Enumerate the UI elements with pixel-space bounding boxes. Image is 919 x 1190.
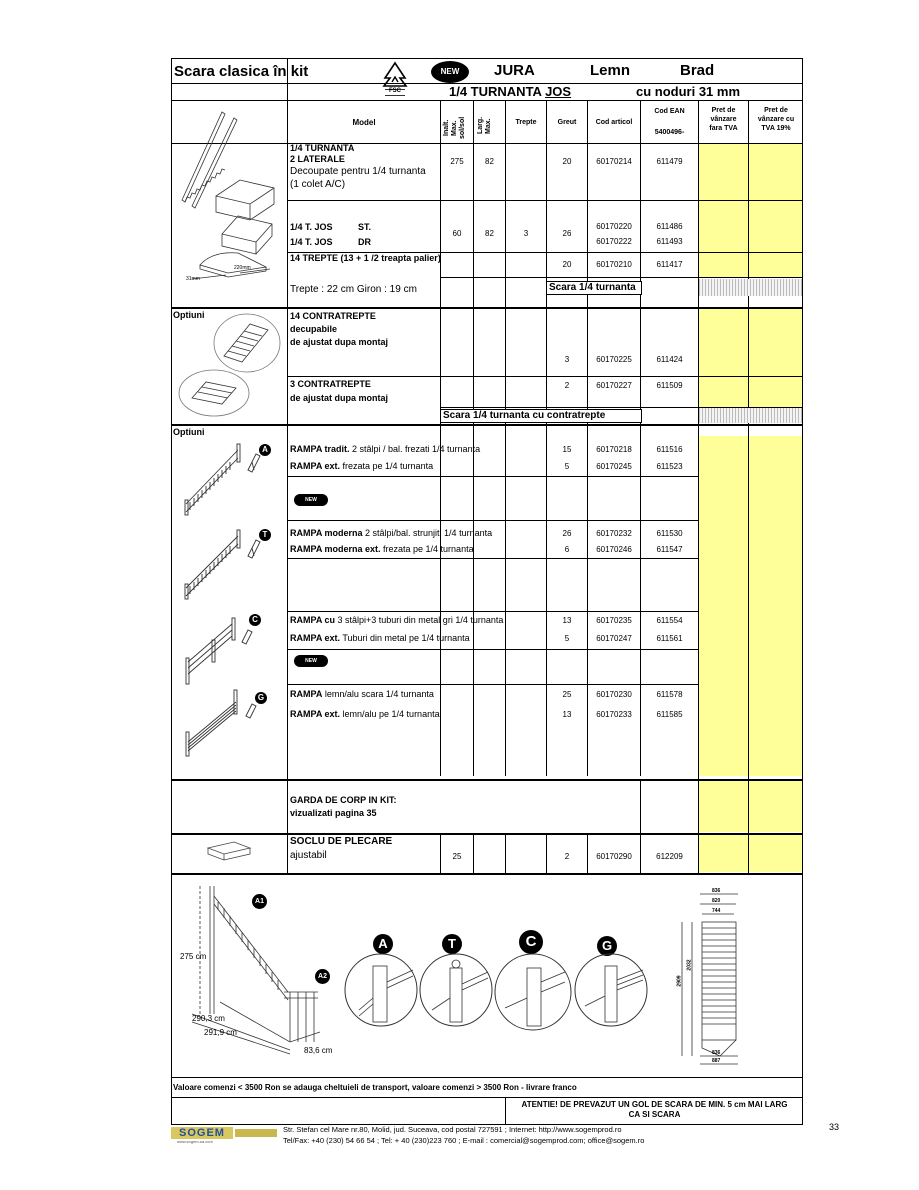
ramp-a-c1: 60170218 bbox=[596, 445, 632, 454]
soclu-cod: 60170290 bbox=[596, 852, 632, 861]
ramp-t-line2 bbox=[290, 544, 474, 555]
ramp-g-line1 bbox=[290, 689, 434, 700]
ramp-t-c1: 60170232 bbox=[596, 529, 632, 538]
detail-badge-g: G bbox=[597, 936, 617, 956]
ramp-t-g2: 6 bbox=[564, 545, 570, 554]
subtitle-jos: JOS bbox=[545, 84, 572, 99]
ramp-a-g2: 5 bbox=[564, 462, 570, 471]
ramp-c-c2: 60170247 bbox=[596, 634, 632, 643]
col-cod-articol: Cod articol bbox=[595, 119, 633, 126]
ramp-a-c2: 60170245 bbox=[596, 462, 632, 471]
ramp-c-l2: Tuburi din metal pe 1/4 turnanta bbox=[340, 633, 470, 643]
garda-line1: GARDA DE CORP IN KIT: bbox=[290, 795, 397, 805]
ramp-t-g1: 26 bbox=[562, 529, 572, 538]
s1r1-line2: 2 LATERALE bbox=[290, 154, 345, 164]
company-name: SOGEM bbox=[171, 1127, 233, 1139]
ramp-c-e2: 611561 bbox=[656, 634, 683, 643]
ramp-g-l2b: RAMPA ext. bbox=[290, 709, 341, 719]
ramp-a-e2: 611523 bbox=[656, 462, 683, 471]
soclu-inalt: 25 bbox=[452, 852, 462, 861]
s1r1-line3: Decoupate pentru 1/4 turnanta bbox=[290, 166, 426, 177]
ramp-g-g2: 13 bbox=[562, 710, 572, 719]
pc3: TVA 19% bbox=[761, 125, 791, 132]
company-sub: www.sogem-sa.com bbox=[177, 1139, 213, 1144]
plan-744: 744 bbox=[712, 908, 721, 914]
detail-t-drawing bbox=[418, 952, 494, 1028]
s1r3-label: 14 TREPTE (13 + 1 /2 treapta palier) bbox=[290, 253, 441, 263]
s1r1-greut: 20 bbox=[562, 157, 572, 166]
soclu-line1: SOCLU DE PLECARE bbox=[290, 836, 393, 847]
dim-l3: 83,6 cm bbox=[304, 1046, 333, 1055]
ramp-c-drawing bbox=[182, 612, 262, 686]
ramp-t-l2b: RAMPA moderna ext. bbox=[290, 544, 381, 554]
kit-label-1: Scara 1/4 turnanta bbox=[546, 281, 642, 295]
page-title: Scara clasica în kit bbox=[174, 63, 309, 80]
detail-badge-a: A bbox=[373, 934, 393, 954]
s2r1-line1: 14 CONTRATREPTE bbox=[290, 311, 376, 321]
new-pill-2: NEW bbox=[294, 655, 328, 667]
col-ean-prefix: 5400496- bbox=[654, 129, 685, 136]
ramp-g-e1: 611578 bbox=[656, 690, 683, 699]
s1r2-ean-b: 611493 bbox=[656, 237, 683, 246]
step-depth-label: 31mm bbox=[186, 276, 200, 282]
pc1: Pret de bbox=[764, 107, 788, 114]
soclu-line2: ajustabil bbox=[290, 850, 327, 861]
s1r1-larg: 82 bbox=[485, 157, 494, 166]
ramp-t-e1: 611530 bbox=[656, 529, 683, 538]
s2r1-cod: 60170225 bbox=[596, 355, 632, 364]
s2r2-ean: 611509 bbox=[656, 381, 683, 390]
kit-label-2: Scara 1/4 turnanta cu contratrepte bbox=[440, 409, 642, 423]
col-trepte: Trepte bbox=[515, 119, 537, 126]
product-name: JURA bbox=[494, 62, 535, 79]
options-label-2: Optiuni bbox=[173, 427, 205, 437]
ramp-t-drawing bbox=[182, 526, 272, 600]
ramp-g-line2 bbox=[290, 709, 440, 720]
ramp-c-g2: 5 bbox=[564, 634, 570, 643]
subtitle bbox=[449, 84, 571, 99]
ramp-g-e2: 611585 bbox=[656, 710, 683, 719]
dim-l1: 290,3 cm bbox=[192, 1014, 225, 1023]
pc2: vânzare cu bbox=[757, 116, 795, 123]
wood-type: Brad bbox=[680, 62, 715, 79]
garda-line2: vizualizati pagina 35 bbox=[290, 808, 377, 818]
risers-drawing-2 bbox=[176, 368, 252, 418]
ramp-a-l1b: RAMPA tradit. bbox=[290, 444, 350, 454]
col-solsol: sol/sol bbox=[459, 116, 466, 139]
detail-badge-c: C bbox=[519, 930, 543, 954]
plan-836: 836 bbox=[712, 888, 721, 894]
s1r2-inalt: 60 bbox=[452, 229, 462, 238]
badge-t: T bbox=[259, 529, 271, 541]
s1r1-ean: 611479 bbox=[656, 157, 683, 166]
atentie-line2: CA SI SCARA bbox=[628, 1110, 681, 1119]
page-number: 33 bbox=[829, 1122, 840, 1132]
ramp-c-l1b: RAMPA cu bbox=[290, 615, 335, 625]
s1r1-cod: 60170214 bbox=[596, 157, 632, 166]
col-larg: Larg. bbox=[477, 116, 484, 134]
col-model: Model bbox=[352, 118, 376, 127]
s1r2-a-side: ST. bbox=[358, 222, 372, 232]
step-width-label: 220mm bbox=[234, 265, 251, 271]
s1r3-greut: 20 bbox=[562, 260, 572, 269]
detail-badge-t: T bbox=[442, 934, 462, 954]
s1r1-line1: 1/4 TURNANTA bbox=[290, 143, 355, 153]
badge-c: C bbox=[249, 614, 261, 626]
col-pret-cu bbox=[749, 106, 803, 133]
s2r1-greut: 3 bbox=[564, 355, 570, 364]
ramp-g-drawing bbox=[182, 686, 266, 760]
ramp-c-c1: 60170235 bbox=[596, 616, 632, 625]
col-max2: Max. bbox=[485, 118, 492, 134]
pf3: fara TVA bbox=[709, 125, 738, 132]
s1r3-ean: 611417 bbox=[656, 260, 683, 269]
ramp-g-g1: 25 bbox=[562, 690, 572, 699]
ramp-g-l2: lemn/alu pe 1/4 turnanta bbox=[340, 709, 440, 719]
pf1: Pret de bbox=[711, 107, 736, 114]
ramp-c-e1: 611554 bbox=[656, 616, 683, 625]
ramp-c-g1: 13 bbox=[562, 616, 572, 625]
ramp-a-e1: 611516 bbox=[656, 445, 683, 454]
ramp-t-line1 bbox=[290, 528, 492, 539]
ramp-t-c2: 60170246 bbox=[596, 545, 632, 554]
badge-a: A bbox=[259, 444, 271, 456]
s1r2-a-name: 1/4 T. JOS bbox=[290, 222, 333, 232]
ramp-g-l1b: RAMPA bbox=[290, 689, 323, 699]
ramp-a-line1 bbox=[290, 444, 480, 455]
detail-a-drawing bbox=[343, 952, 419, 1028]
s2r2-line1: 3 CONTRATREPTE bbox=[290, 379, 371, 389]
s1r2-b-side: DR bbox=[358, 237, 371, 247]
sogem-logo bbox=[171, 1127, 279, 1145]
ramp-t-e2: 611547 bbox=[656, 545, 683, 554]
s1r2-cod-b: 60170222 bbox=[596, 237, 632, 246]
s1r2-ean-a: 611486 bbox=[656, 222, 683, 231]
col-max1: Max. bbox=[451, 120, 458, 136]
detail-c-drawing bbox=[493, 952, 573, 1032]
s1r1-inalt: 275 bbox=[450, 157, 464, 166]
options-label-1: Optiuni bbox=[173, 310, 205, 320]
plan-2032: 2032 bbox=[686, 959, 693, 971]
s1r3-cod: 60170210 bbox=[596, 260, 632, 269]
s1r2-cod-a: 60170220 bbox=[596, 222, 632, 231]
plan-2909: 2909 bbox=[676, 975, 683, 987]
badge-a2: A2 bbox=[315, 969, 330, 984]
col-pret-fara bbox=[699, 106, 748, 133]
atentie-note bbox=[506, 1100, 803, 1120]
ramp-a-l2b: RAMPA ext. bbox=[290, 461, 341, 471]
dim-height: 275 cm bbox=[180, 952, 207, 961]
fsc-logo bbox=[380, 60, 410, 98]
pf2: vânzare bbox=[710, 116, 737, 123]
ramp-a-l2: frezata pe 1/4 turnanta bbox=[340, 461, 434, 471]
stair-step-drawing bbox=[186, 243, 276, 285]
dim-l2: 291,9 cm bbox=[204, 1028, 237, 1037]
soclu-greut: 2 bbox=[564, 852, 570, 861]
badge-a1: A1 bbox=[252, 894, 267, 909]
plan-820: 820 bbox=[712, 898, 721, 904]
ramp-t-l1b: RAMPA moderna bbox=[290, 528, 363, 538]
material: Lemn bbox=[590, 62, 631, 79]
s1r1-line4: (1 colet A/C) bbox=[290, 179, 346, 190]
risers-drawing-1 bbox=[210, 312, 284, 374]
ramp-c-line1 bbox=[290, 615, 503, 626]
ramp-a-drawing bbox=[182, 440, 272, 516]
soclu-ean: 612209 bbox=[656, 852, 683, 861]
ramp-g-c2: 60170233 bbox=[596, 710, 632, 719]
company-address: Str. Stefan cel Mare nr.80, Molid, jud. Suceava, cod postal 727591 ; Internet: http://www.sogemprod.ro bbox=[283, 1125, 622, 1134]
knots-note: cu noduri 31 mm bbox=[636, 84, 741, 99]
subtitle-prefix: 1/4 TURNANTA bbox=[449, 84, 542, 99]
transport-note: Valoare comenzi < 3500 Ron se adauga cheltuieli de transport, valoare comenzi > 3500 Ron - livrare franco bbox=[173, 1083, 577, 1092]
s2r1-line3: de ajustat dupa montaj bbox=[290, 337, 389, 347]
s2r1-line2: decupabile bbox=[290, 324, 338, 334]
col-inalt: Inalt. bbox=[443, 119, 450, 136]
ramp-g-c1: 60170230 bbox=[596, 690, 632, 699]
new-badge: NEW bbox=[431, 61, 469, 83]
s2r2-cod: 60170227 bbox=[596, 381, 632, 390]
atentie-line1: ATENTIE! DE PREVAZUT UN GOL DE SCARA DE MIN. 5 cm MAI LARG bbox=[521, 1100, 788, 1109]
ramp-t-l1: 2 stâlpi/bal. strunjiti 1/4 turnanta bbox=[362, 528, 493, 538]
company-contact: Tel/Fax: +40 (230) 54 66 54 ; Tel: + 40 (230)223 760 ; E-mail : comercial@sogemprod.com; office@sogem.ro bbox=[283, 1136, 645, 1145]
s2r1-ean: 611424 bbox=[656, 355, 683, 364]
ramp-c-l1: 3 stâlpi+3 tuburi din metal gri 1/4 turnanta bbox=[335, 615, 504, 625]
detail-g-drawing bbox=[573, 952, 649, 1028]
s1r2-greut: 26 bbox=[562, 229, 572, 238]
plan-836b: 836 bbox=[712, 1050, 721, 1056]
stair-plan-drawing bbox=[676, 886, 750, 1066]
badge-g: G bbox=[255, 692, 267, 704]
new-pill-1: NEW bbox=[294, 494, 328, 506]
plan-887: 887 bbox=[712, 1058, 721, 1064]
s1r4-label: Trepte : 22 cm Giron : 19 cm bbox=[290, 284, 417, 295]
col-greut: Greut bbox=[557, 119, 577, 126]
s1r2-larg: 82 bbox=[485, 229, 494, 238]
ramp-a-line2 bbox=[290, 461, 433, 472]
s1r2-b-name: 1/4 T. JOS bbox=[290, 237, 333, 247]
ramp-t-l2: frezata pe 1/4 turnanta bbox=[380, 544, 474, 554]
s1r2-trepte: 3 bbox=[523, 229, 529, 238]
ramp-c-line2 bbox=[290, 633, 470, 644]
soclu-drawing bbox=[204, 838, 254, 864]
ramp-a-g1: 15 bbox=[562, 445, 572, 454]
s2r2-greut: 2 bbox=[564, 381, 570, 390]
s2r2-line2: de ajustat dupa montaj bbox=[290, 393, 389, 403]
col-cod-ean: Cod EAN bbox=[654, 108, 685, 115]
ramp-g-l1: lemn/alu scara 1/4 turnanta bbox=[322, 689, 434, 699]
ramp-c-l2b: RAMPA ext. bbox=[290, 633, 341, 643]
ramp-a-l1: 2 stâlpi / bal. frezati 1/4 turnanta bbox=[349, 444, 481, 454]
fsc-label: FSC bbox=[389, 88, 401, 94]
